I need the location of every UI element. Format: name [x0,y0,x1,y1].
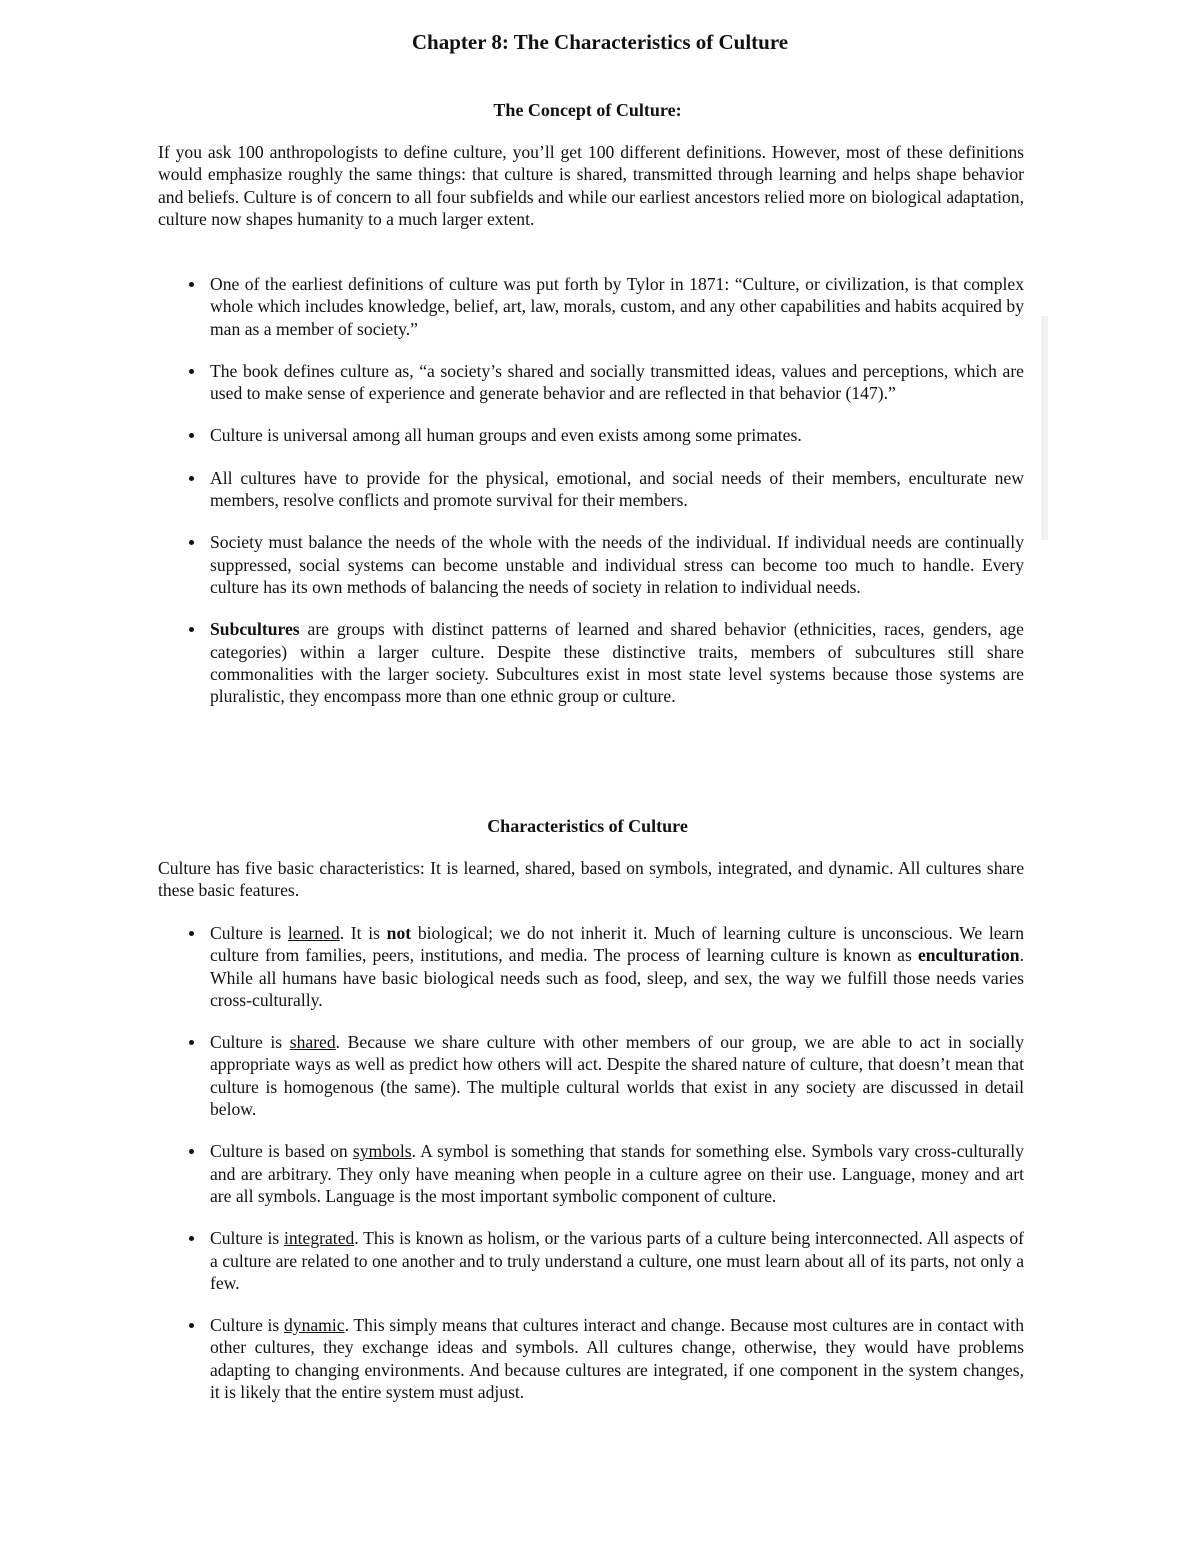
list-item [158,273,1024,340]
bullet-text: . A symbol is something that stands for something else. Symbols vary cross-culturally and are arbitrary. They only have meaning when people in a culture agree on their use. Language, money and art are all symbols. Language is the most important symbolic component of culture. [210,1141,1024,1206]
list-item [158,618,1024,707]
bullet-prefix: Culture is [210,923,288,943]
bullet-text: . While all humans have basic biological needs such as food, sleep, and sex, the way we fulfill those needs varies cross-culturally. [210,945,1024,1010]
bullet-dot-icon [189,433,194,438]
concept-bullet-list [158,273,1024,707]
bullet-dot-icon [189,476,194,481]
list-item [158,467,1024,512]
bullet-text: Society must balance the needs of the whole with the needs of the individual. If individual needs are continually suppressed, social systems can become unstable and individual stress can become too much to handle. Every culture has its own methods of balancing the needs of society in relation to individual needs. [210,532,1024,597]
subcultures-term: Subcultures [210,619,300,640]
bullet-prefix: Culture is [210,1032,290,1053]
list-item-integrated [158,1227,1024,1294]
bullet-text: . It is [339,923,387,943]
term-enculturation: enculturation [917,945,1020,966]
bullet-dot-icon [189,1323,194,1328]
bullet-text: biological; we do not inherit it. Much of learning culture is unconscious. We learn culture from families, peers, institutions, and media. The process of learning culture is known as [210,923,1024,966]
list-item [158,531,1024,598]
section-heading-concept: The Concept of Culture: [493,100,682,120]
bullet-text: . This simply means that cultures interact and change. Because most cultures are in contact with other cultures, they exchange ideas and symbols. All cultures change, otherwise, they would have problems adapting to changing environments. And because cultures are integrated, if one component in the system changes, it is likely that the entire system must adjust. [210,1315,1024,1403]
bullet-prefix: Culture is [210,1315,284,1336]
term-learned: learned [287,923,340,943]
bullet-text: One of the earliest definitions of culture was put forth by Tylor in 1871: “Culture, or civilization, is that complex whole which includes knowledge, belief, art, law, morals, custom, and any other capabilities and habits acquired by man as a member of society.” [210,274,1024,339]
bullet-dot-icon [189,540,194,545]
bullet-text: The book defines culture as, “a society’s shared and socially transmitted ideas, values and perceptions, which are used to make sense of experience and generate behavior and are reflected in that behavior (147).” [210,360,1024,404]
concept-intro-paragraph: If you ask 100 anthropologists to define culture, you’ll get 100 different definitions. However, most of these definitions would emphasize roughly the same things: that culture is shared, transmitted through learning and helps shape behavior and beliefs. Culture is of concern to all four subfields and while our earliest ancestors relied more on biological adaptation, culture now shapes humanity to a much larger extent. [158,142,1024,229]
section-heading-characteristics: Characteristics of Culture [487,816,688,836]
characteristics-bullet-list [158,922,1024,1403]
list-item-learned [158,922,1024,1011]
bullet-text: . This is known as holism, or the various parts of a culture being interconnected. All aspects of a culture are related to one another and to truly understand a culture, one must learn about all of its parts, not only a few. [210,1228,1024,1293]
term-symbols: symbols [352,1141,412,1162]
bullet-prefix: Culture is based on [210,1141,353,1162]
bullet-dot-icon [189,282,194,287]
list-item [158,360,1024,405]
bullet-dot-icon [189,369,194,374]
list-item [158,424,1024,446]
bullet-dot-icon [189,1236,194,1241]
bullet-text: Culture is universal among all human groups and even exists among some primates. [210,425,802,446]
bullet-dot-icon [189,627,194,632]
term-shared: shared [289,1032,336,1053]
term-dynamic: dynamic [283,1315,345,1336]
term-integrated: integrated [283,1228,355,1249]
bullet-dot-icon [189,1040,194,1045]
characteristics-intro-paragraph: Culture has five basic characteristics: It is learned, shared, based on symbols, integrated, and dynamic. All cultures share these basic features. [158,858,1024,901]
bullet-dot-icon [189,931,194,936]
chapter-title: Chapter 8: The Characteristics of Culture [411,30,789,54]
subcultures-text: are groups with distinct patterns of learned and shared behavior (ethnicities, races, genders, age categories) within a larger culture. Despite these distinctive traits, members of subcultures still share commonalities with the larger society. Subcultures exist in most state level systems because those systems are pluralistic, they encompass more than one ethnic group or culture. [210,619,1024,707]
list-item-dynamic [158,1314,1024,1403]
list-item-symbols [158,1140,1024,1207]
bullet-text: . Because we share culture with other members of our group, we are able to act in socially appropriate ways as well as predict how others will act. Despite the shared nature of culture, that doesn’t mean that culture is homogenous (the same). The multiple cultural worlds that exist in any society are discussed in detail below. [210,1032,1024,1120]
emphasis-not: not [386,923,412,943]
bullet-dot-icon [189,1149,194,1154]
bullet-text: All cultures have to provide for the physical, emotional, and social needs of their members, enculturate new members, resolve conflicts and promote survival for their members. [210,467,1024,511]
bullet-prefix: Culture is [210,1228,284,1249]
scrollbar-track[interactable] [1041,316,1048,540]
list-item-shared [158,1031,1024,1120]
